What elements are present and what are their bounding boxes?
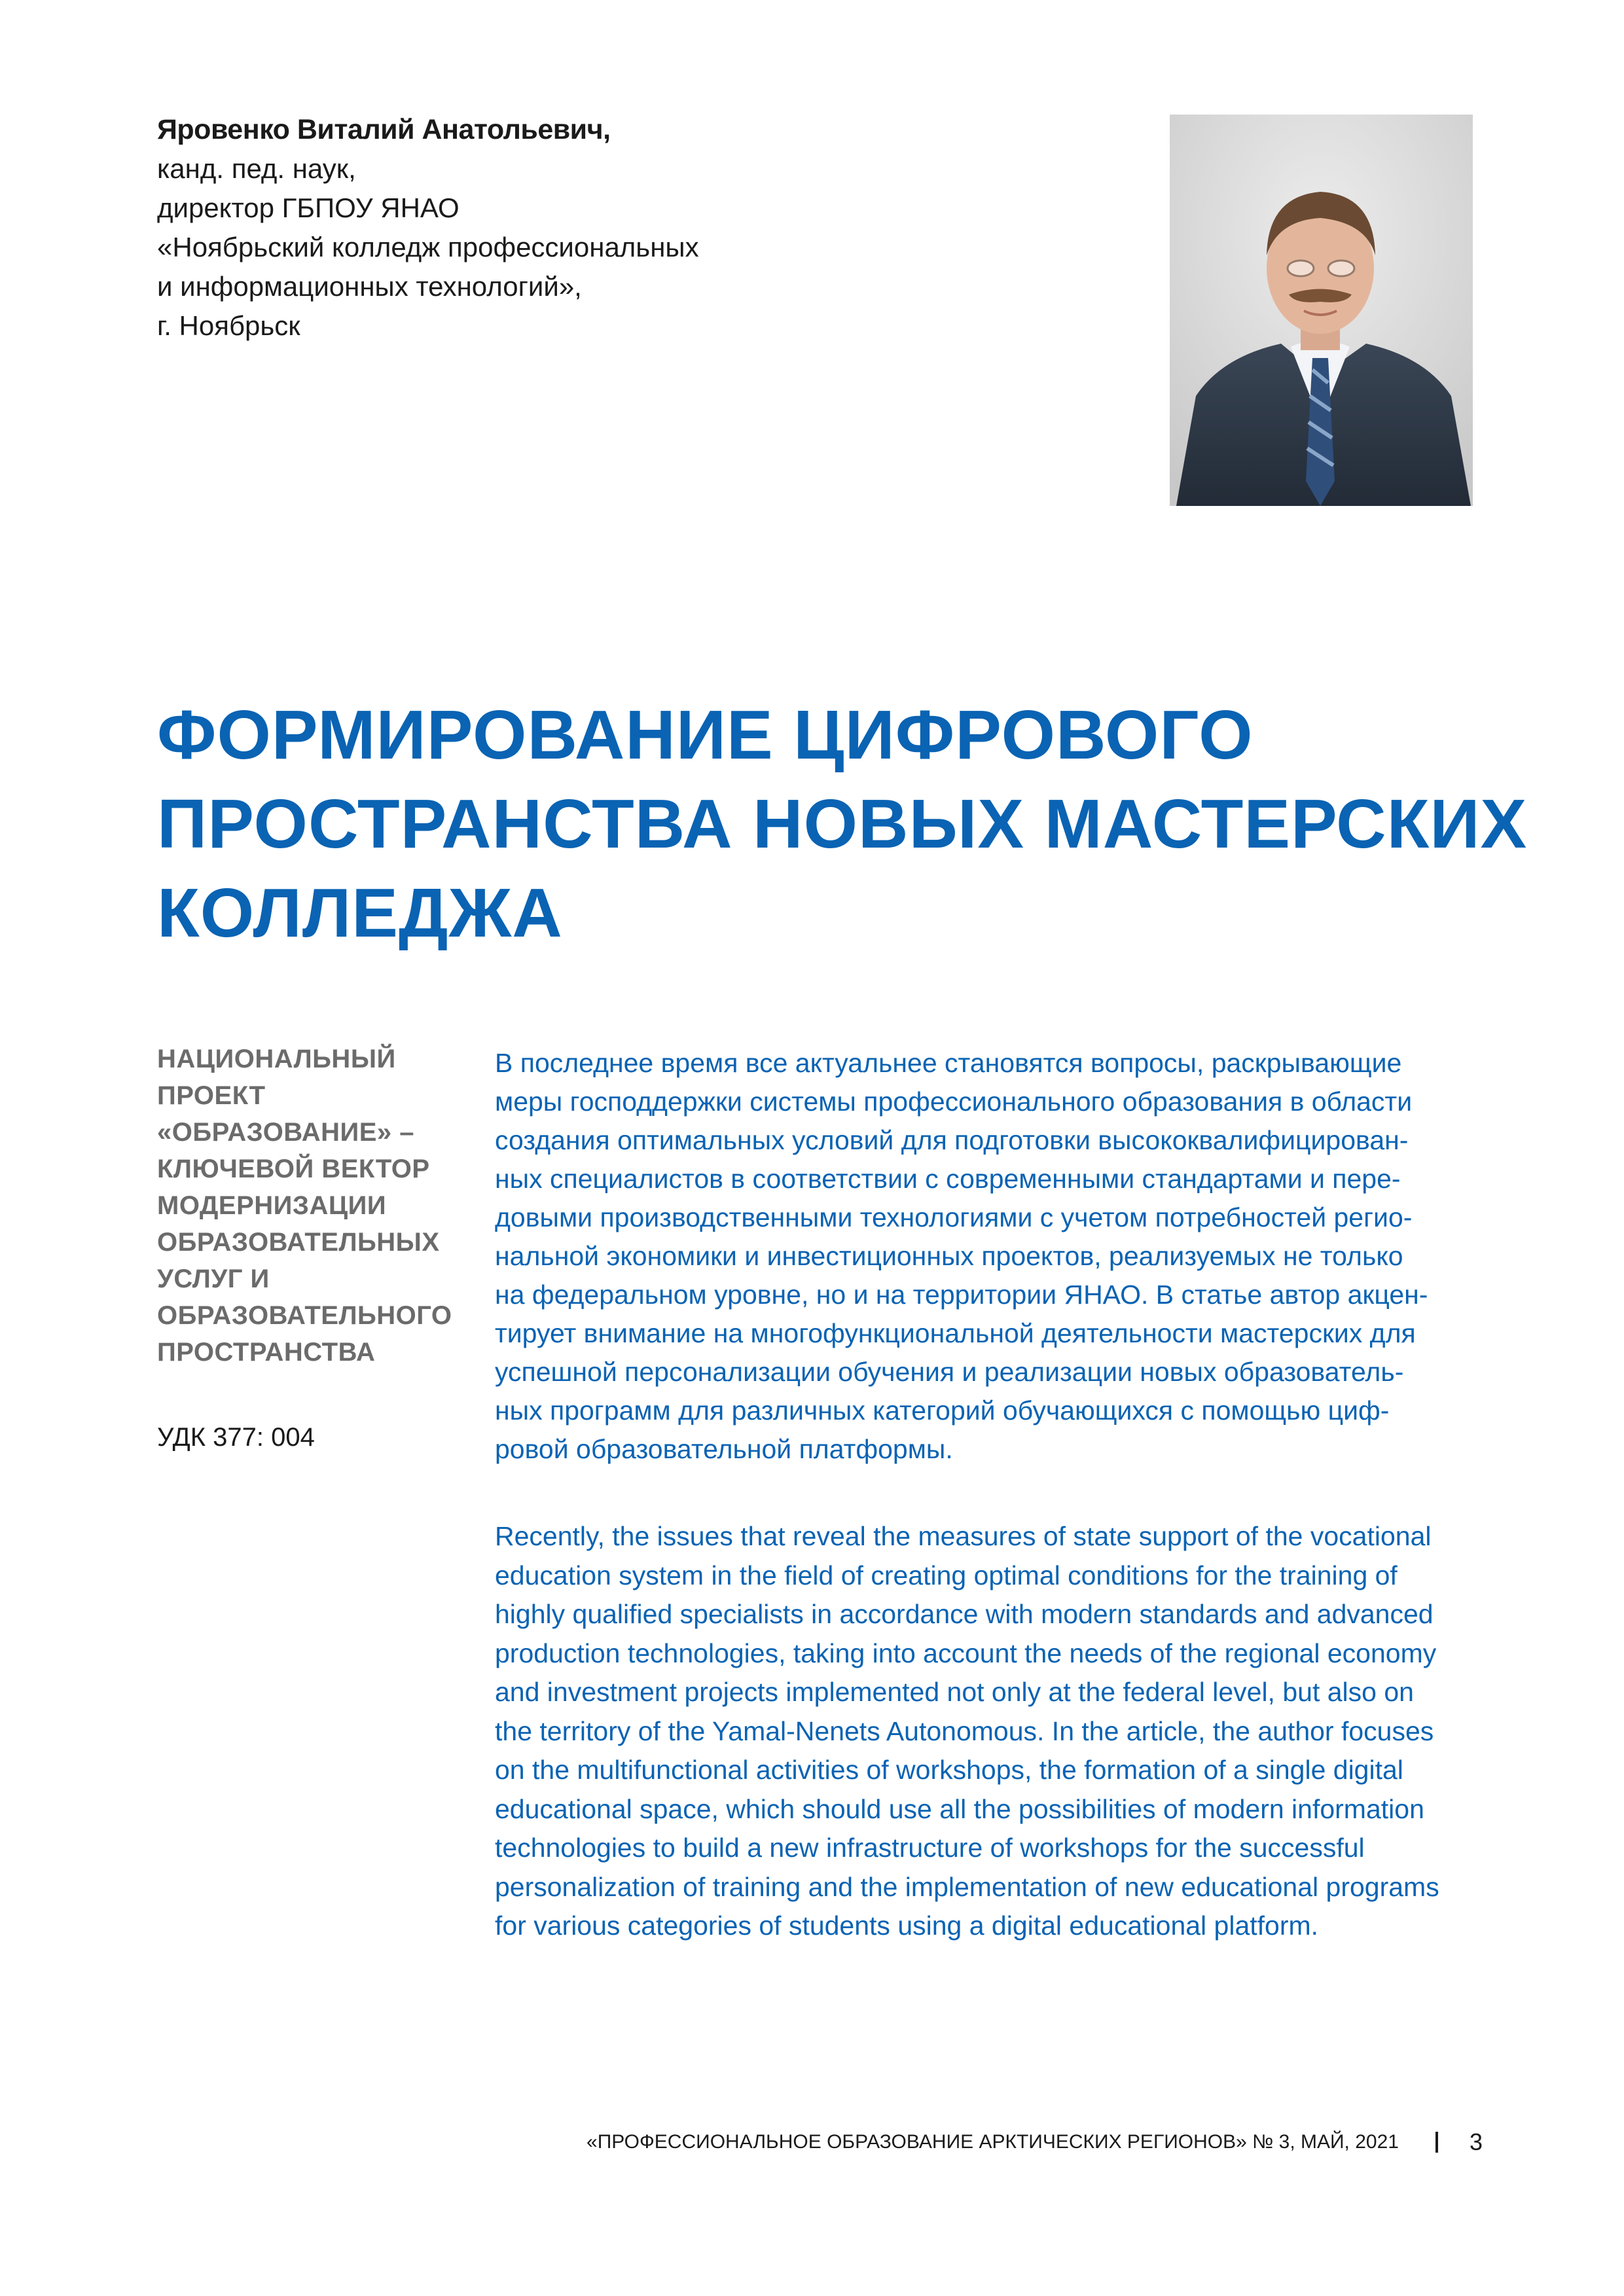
title-line-3: КОЛЛЕДЖА <box>157 874 563 952</box>
title-line-2: ПРОСТРАНСТВА НОВЫХ МАСТЕРСКИХ <box>157 785 1528 863</box>
abstract-line: ных специалистов в соответствии с современными стандартами и пере- <box>495 1164 1401 1194</box>
rubric-heading <box>157 1041 471 1371</box>
rubric-line: ПРОСТРАНСТВА <box>157 1338 376 1367</box>
abstract-line: довыми производственными технологиями с учетом потребностей регио- <box>495 1202 1413 1232</box>
author-organization-line-2: и информационных технологий», <box>157 271 582 302</box>
abstract-line: меры господдержки системы профессионального образования в области <box>495 1086 1413 1117</box>
author-organization-line-1: «Ноябрьский колледж профессиональных <box>157 232 699 262</box>
page-footer <box>586 2129 1483 2155</box>
article-title <box>157 691 1528 958</box>
author-position: директор ГБПОУ ЯНАО <box>157 192 460 223</box>
title-line-1: ФОРМИРОВАНИЕ ЦИФРОВОГО <box>157 696 1254 774</box>
abstract-line: В последнее время все актуальнее становятся вопросы, раскрывающие <box>495 1048 1402 1078</box>
page-number: 3 <box>1469 2128 1483 2155</box>
sidebar <box>157 1041 471 1454</box>
abstract-english <box>495 1517 1490 1946</box>
rubric-line: МОДЕРНИЗАЦИИ <box>157 1191 387 1220</box>
abstract-line: ровой образовательной платформы. <box>495 1434 953 1464</box>
abstract-line: ных программ для различных категорий обучающихся с помощью циф- <box>495 1395 1390 1426</box>
rubric-line: НАЦИОНАЛЬНЫЙ <box>157 1045 396 1073</box>
abstract-line: personalization of training and the implementation of new educational programs <box>495 1871 1439 1902</box>
author-portrait-image <box>1170 115 1473 506</box>
udk-code: УДК 377: 004 <box>157 1423 315 1452</box>
author-block <box>157 110 1074 346</box>
author-name: Яровенко Виталий Анатольевич, <box>157 114 611 145</box>
rubric-line: «ОБРАЗОВАНИЕ» – <box>157 1118 415 1147</box>
abstract-line: успешной персонализации обучения и реализации новых образователь- <box>495 1357 1404 1387</box>
abstract-line: on the multifunctional activities of workshops, the formation of a single digital <box>495 1755 1403 1785</box>
abstract-line: highly qualified specialists in accordance with modern standards and advanced <box>495 1599 1434 1629</box>
abstract-line: educational space, which should use all the possibilities of modern information <box>495 1793 1424 1824</box>
abstract-line: for various categories of students using a digital educational platform. <box>495 1910 1319 1941</box>
author-photo <box>1170 115 1473 506</box>
journal-info: «ПРОФЕССИОНАЛЬНОЕ ОБРАЗОВАНИЕ АРКТИЧЕСКИХ РЕГИОНОВ» № 3, МАЙ, 2021 <box>586 2131 1399 2153</box>
abstract-line: на федеральном уровне, но и на территории ЯНАО. В статье автор акцен- <box>495 1280 1428 1310</box>
abstract-line: нальной экономики и инвестиционных проектов, реализуемых не только <box>495 1241 1403 1271</box>
footer-separator <box>1435 2132 1438 2153</box>
abstract-line: Recently, the issues that reveal the measures of state support of the vocational <box>495 1521 1432 1551</box>
abstract-line: the territory of the Yamal-Nenets Autonomous. In the article, the author focuses <box>495 1715 1434 1746</box>
rubric-line: КЛЮЧЕВОЙ ВЕКТОР <box>157 1155 430 1183</box>
rubric-line: ПРОЕКТ <box>157 1081 266 1110</box>
abstract-line: создания оптимальных условий для подготовки высококвалифицирован- <box>495 1125 1409 1155</box>
abstract-line: production technologies, taking into account the needs of the regional economy <box>495 1638 1437 1668</box>
rubric-line: УСЛУГ И <box>157 1265 270 1293</box>
abstract-line: technologies to build a new infrastructure of workshops for the successful <box>495 1833 1365 1863</box>
abstract-line: education system in the field of creating optimal conditions for the training of <box>495 1560 1398 1590</box>
author-degree: канд. пед. наук, <box>157 153 356 184</box>
abstract-line: тирует внимание на многофункциональной деятельности мастерских для <box>495 1318 1416 1348</box>
author-city: г. Ноябрьск <box>157 310 300 341</box>
abstract-russian <box>495 1044 1490 1469</box>
abstract-line: and investment projects implemented not only at the federal level, but also on <box>495 1677 1414 1707</box>
rubric-line: ОБРАЗОВАТЕЛЬНЫХ <box>157 1228 440 1257</box>
rubric-line: ОБРАЗОВАТЕЛЬНОГО <box>157 1301 452 1330</box>
